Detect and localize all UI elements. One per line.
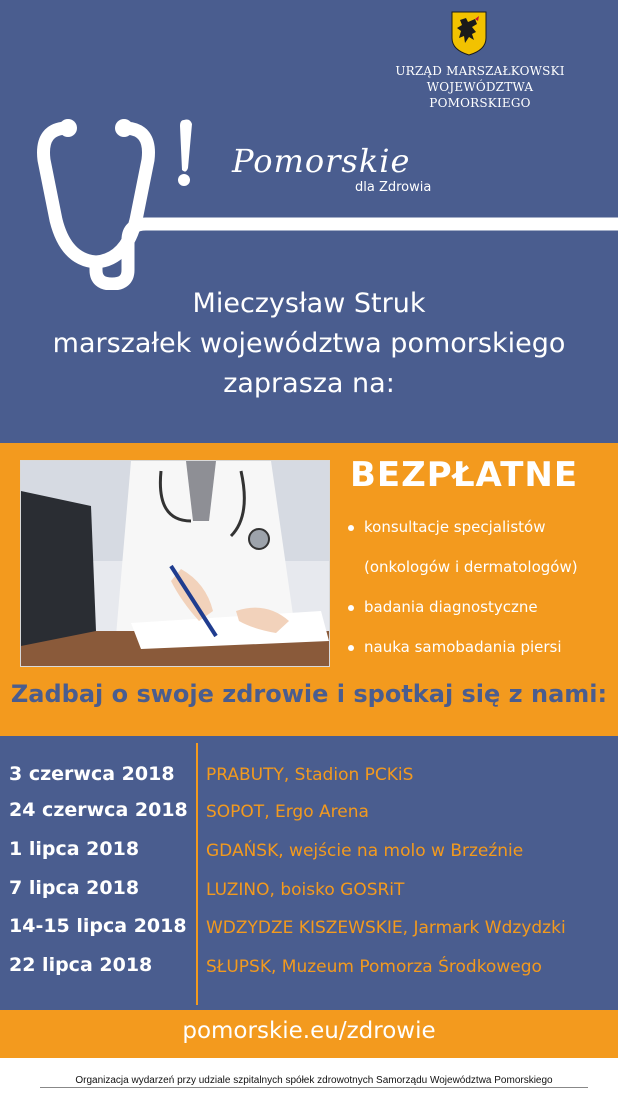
offer-item-text: (onkologów i dermatologów) xyxy=(364,558,578,576)
stethoscope-icon xyxy=(0,100,618,290)
event-date: 24 czerwca 2018 xyxy=(9,799,188,821)
event-date: 14-15 lipca 2018 xyxy=(9,915,187,937)
slogan: Zadbaj o swoje zdrowie i spotkaj się z nami: xyxy=(10,680,608,708)
offer-title: BEZPŁATNE xyxy=(350,455,579,495)
events-divider xyxy=(196,743,198,1005)
event-place: SOPOT, Ergo Arena xyxy=(206,802,369,822)
event-date: 7 lipca 2018 xyxy=(9,877,140,899)
offer-item xyxy=(348,552,578,592)
offer-item-text: konsultacje specjalistów xyxy=(364,518,546,536)
offer-item xyxy=(348,592,578,632)
doctor-photo xyxy=(20,460,330,667)
brand-logo-text: Pomorskie xyxy=(232,142,411,180)
footer-text: Organizacja wydarzeń przy udziale szpitalnych spółek zdrowotnych Samorządu Województwa Pomorskiego xyxy=(40,1075,588,1088)
bullet-icon xyxy=(348,605,354,611)
invitation-line-1: Mieczysław Struk xyxy=(192,288,426,319)
griffin-crest-icon xyxy=(450,10,488,56)
office-line-1: URZĄD MARSZAŁKOWSKI xyxy=(395,64,565,78)
event-place: LUZINO, boisko GOSRiT xyxy=(206,880,405,900)
invitation-line-3: zaprasza na: xyxy=(223,368,395,399)
offer-list xyxy=(348,512,578,672)
event-date: 1 lipca 2018 xyxy=(9,838,140,860)
event-place: PRABUTY, Stadion PCKiS xyxy=(206,765,414,785)
event-place: WDZYDZE KISZEWSKIE, Jarmark Wdzydzki xyxy=(206,918,566,938)
bullet-icon xyxy=(348,645,354,651)
offer-item-text: nauka samobadania piersi xyxy=(364,638,562,656)
offer-item xyxy=(348,632,578,672)
invitation xyxy=(0,284,618,404)
bullet-icon xyxy=(348,525,354,531)
event-date: 3 czerwca 2018 xyxy=(9,763,175,785)
brand-subtitle: dla Zdrowia xyxy=(355,180,432,195)
office-line-2: WOJEWÓDZTWA POMORSKIEGO xyxy=(426,80,534,110)
website-link[interactable]: pomorskie.eu/zdrowie xyxy=(182,1018,436,1044)
event-place: SŁUPSK, Muzeum Pomorza Środkowego xyxy=(206,957,542,977)
offer-item-text: badania diagnostyczne xyxy=(364,598,538,616)
offer-item xyxy=(348,512,578,552)
invitation-line-2: marszałek województwa pomorskiego xyxy=(52,328,566,359)
event-date: 22 lipca 2018 xyxy=(9,954,153,976)
event-place: GDAŃSK, wejście na molo w Brzeźnie xyxy=(206,841,524,861)
